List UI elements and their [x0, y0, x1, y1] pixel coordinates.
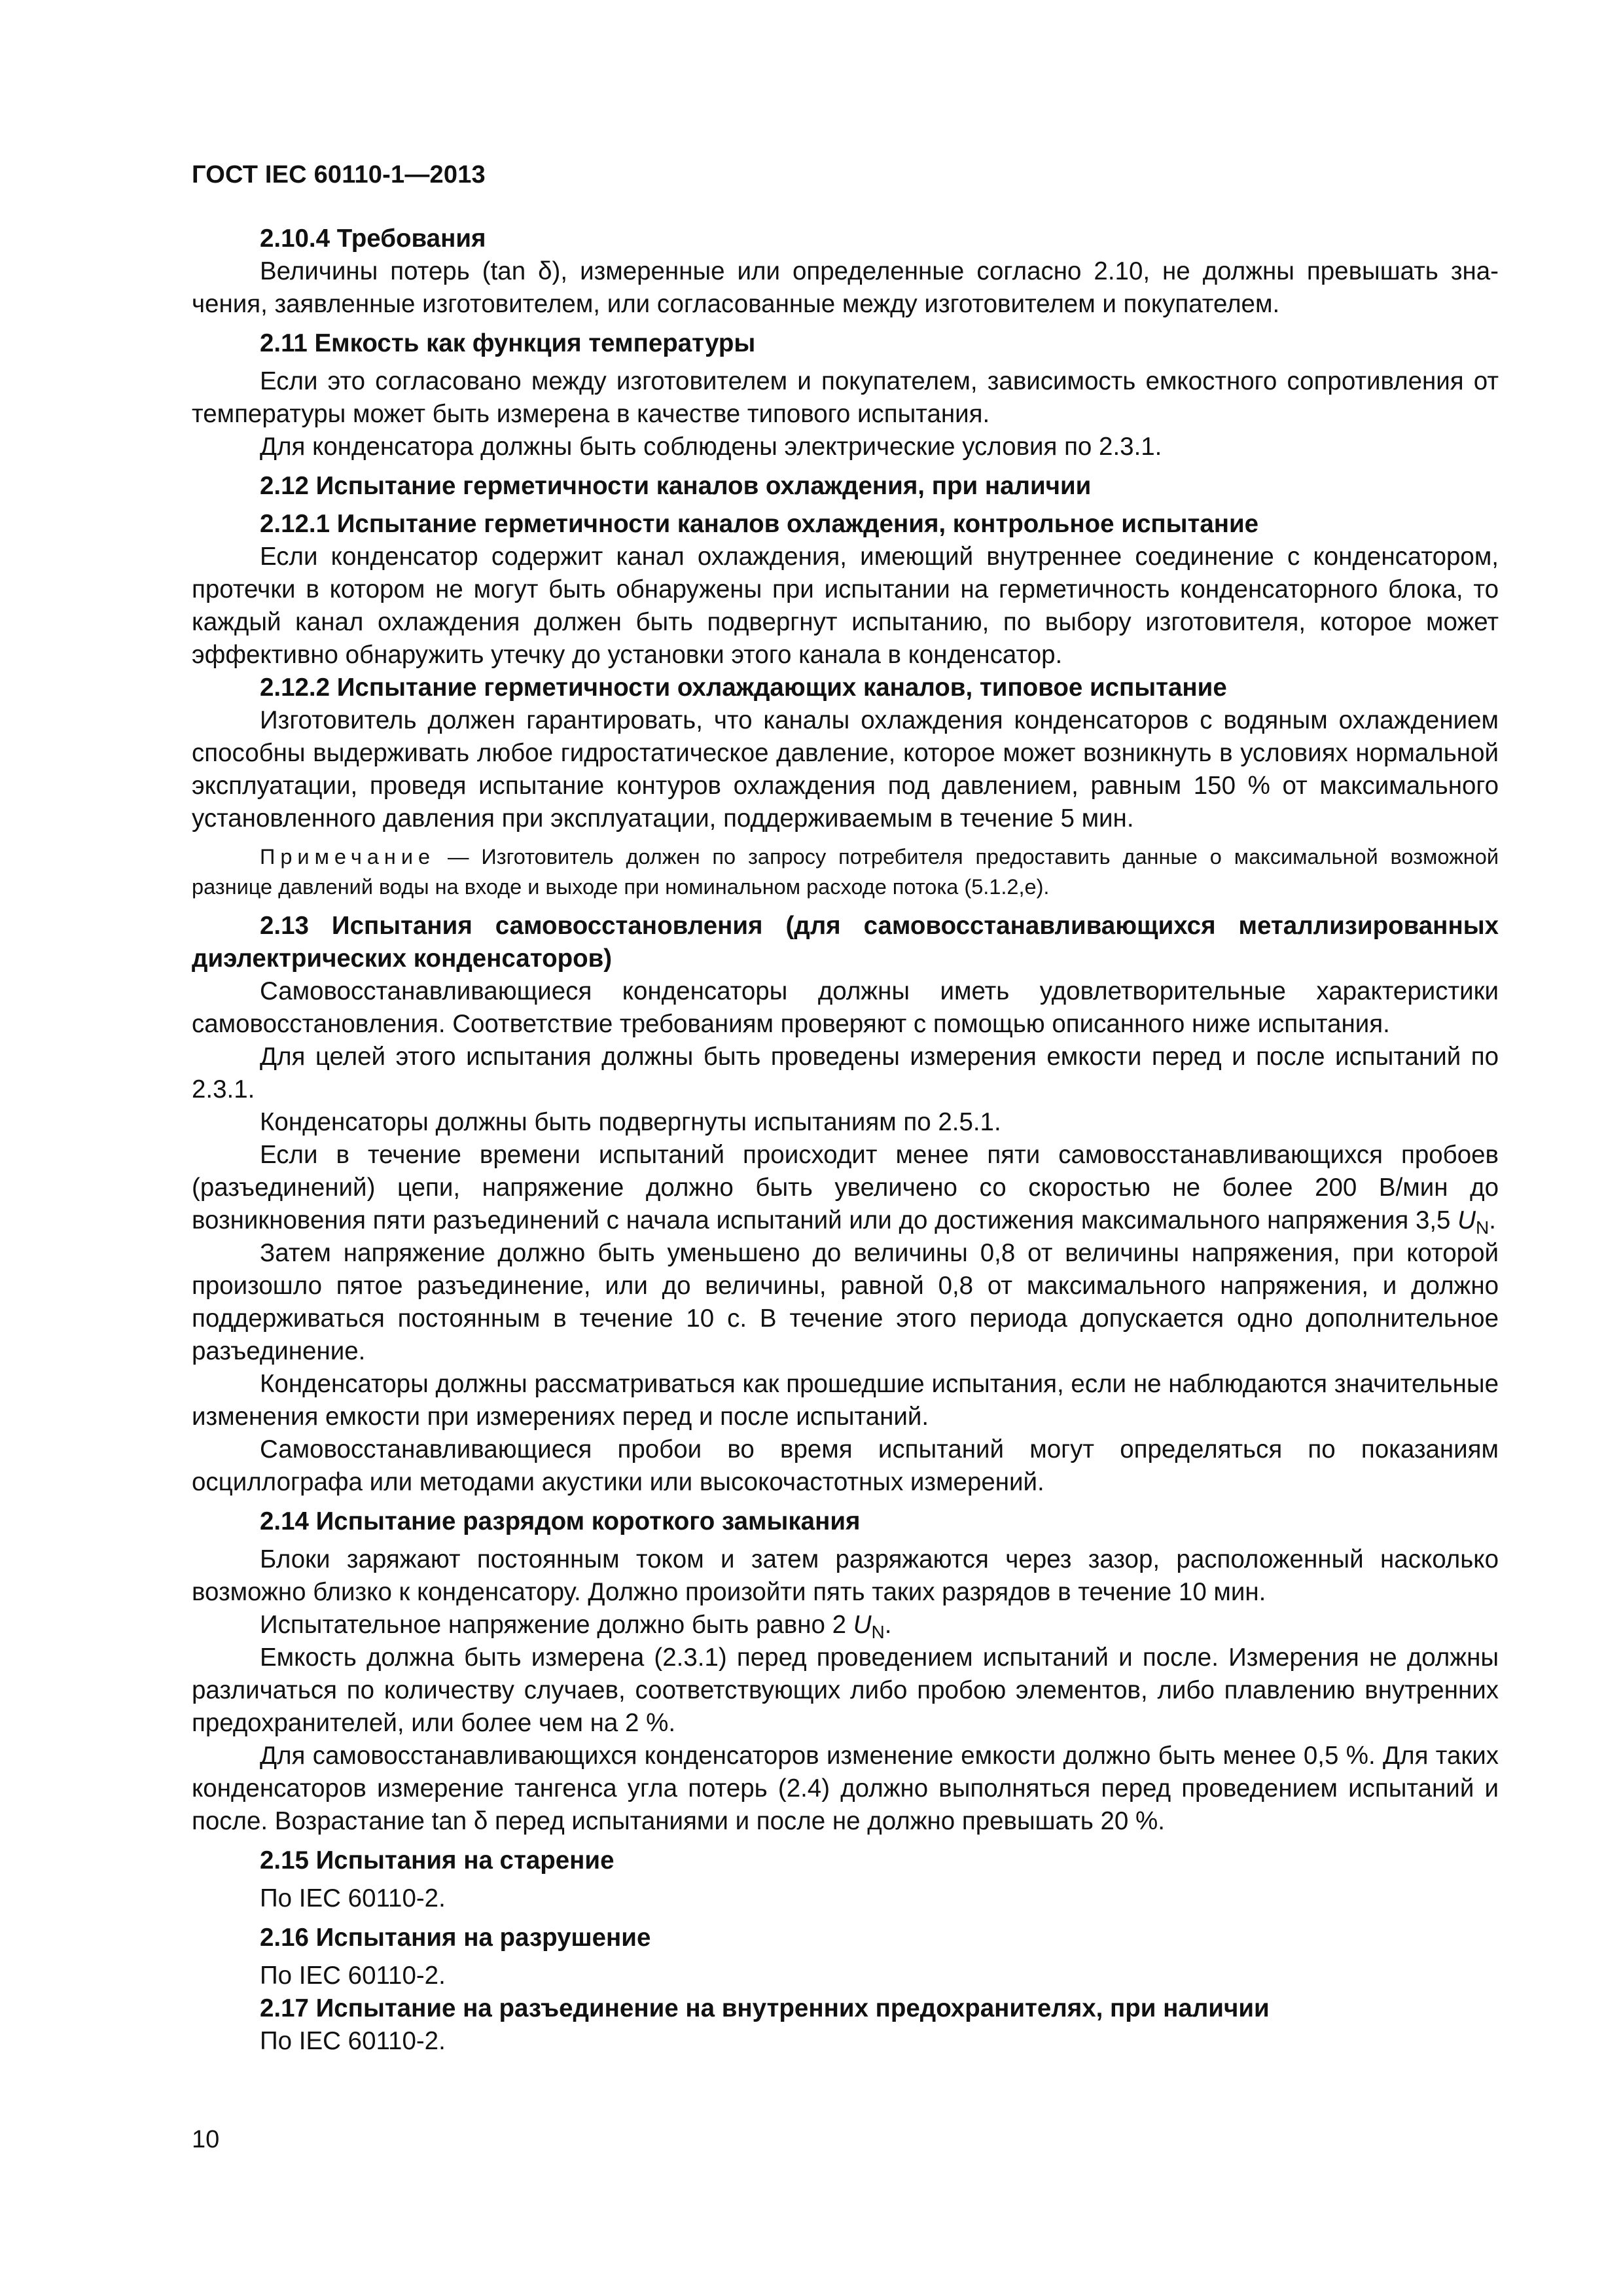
section-2-12-2-paragraph: Изготовитель должен гарантировать, что каналы охлаждения конденсаторов с водяным охлаждением способны выдерживать любое гидростатическое давление, которое может возникнуть в условиях нормальной эксплуатации, проведя испытание контуров охлаждения под давлением, равным 150 % от максимального установленного давления при эксплуатации, поддерживаемым в течение 5 мин.	[192, 706, 1499, 833]
section-2-13-paragraph-7: Самовосстанавливающиеся пробои во время испытаний могут определяться по показаниям осциллографа или методами акустики или высокочастотных измерений.	[192, 1435, 1499, 1496]
section-2-12-1-paragraph: Если конденсатор содержит канал охлаждения, имеющий внутреннее соединение с конденсатором, протечки в котором не могут быть обнаружены при испытании на герметичность конденсаторного блока, то каждый канал охлаждения должен быть подвергнут испытанию, по выбору изготовителя, которое может эффективно обнаружить утечку до установки этого канала в конденсатор.	[192, 543, 1499, 669]
section-2-16-paragraph: По IEC 60110-2.	[260, 1962, 446, 1990]
paragraph-text: Испытательное напряжение должно быть равно 2	[260, 1611, 847, 1639]
section-2-11-paragraph-1: Если это согласовано между изготовителем и покупателем, зависимость емкостного сопротивления от температуры может быть измерена в качестве типового испытания.	[192, 367, 1499, 428]
section-2-11-heading: 2.11 Емкость как функция температуры	[260, 329, 756, 357]
section-2-14-paragraph-1: Блоки заряжают постоянным током и затем разряжаются через зазор, расположенный насколько возможно близко к конденсатору. Должно произойти пять таких разрядов в течение 10 мин.	[192, 1545, 1499, 1606]
section-2-13-paragraph-3: Конденсаторы должны быть подвергнуты испытаниям по 2.5.1.	[260, 1108, 1001, 1136]
note	[192, 842, 1499, 902]
section-2-10-4-paragraph-cont: чения, заявленные изготовителем, или согласованные между изготовителем и покупателем.	[192, 290, 1280, 318]
section-2-13-paragraph-4	[192, 1139, 1499, 1237]
section-2-13-paragraph-5: Затем напряжение должно быть уменьшено до величины 0,8 от величины напряжения, при которой произошло пятое разъединение, или до величины, равной 0,8 от максимального напряжения, и должно поддерживаться постоянным в течение 10 с. В течение этого периода допускается одно дополнительное разъединение.	[192, 1239, 1499, 1365]
page-number: 10	[192, 2126, 220, 2153]
section-2-12-2-heading: 2.12.2 Испытание герметичности охлаждающих каналов, типовое испытание	[260, 673, 1227, 702]
section-2-15-heading: 2.15 Испытания на старение	[260, 1846, 615, 1874]
section-2-13-paragraph-2: Для целей этого испытания должны быть проведены измерения емкости перед и после испытаний по 2.3.1.	[192, 1043, 1499, 1103]
section-2-13-paragraph-6: Конденсаторы должны рассматриваться как прошедшие испытания, если не наблюдаются значительные изменения емкости при измерениях перед и после испытаний.	[192, 1370, 1499, 1431]
voltage-subscript: N	[1475, 1217, 1489, 1238]
section-2-13-heading: 2.13 Испытания самовосстановления (для самовосстанавливающихся металлизированных диэлектрических конденсаторов)	[192, 912, 1499, 973]
period: .	[1489, 1206, 1496, 1234]
section-2-17-paragraph: По IEC 60110-2.	[260, 2027, 446, 2055]
section-2-12-heading: 2.12 Испытание герметичности каналов охлаждения, при наличии	[260, 472, 1092, 500]
section-2-10-4-heading: 2.10.4 Требования	[260, 224, 486, 253]
voltage-symbol: U	[853, 1611, 872, 1639]
section-2-17-heading: 2.17 Испытание на разъединение на внутренних предохранителях, при наличии	[260, 1994, 1270, 2022]
section-2-14-paragraph-2	[192, 1609, 1499, 1641]
section-2-14-heading: 2.14 Испытание разрядом короткого замыкания	[260, 1507, 861, 1535]
paragraph-text: Если в течение времени испытаний происходит менее пяти самовосстанавливающихся пробоев (разъединений) цепи, напряжение должно быть увеличено со скоростью не более 200 В/мин до возникновения пяти разъединений с начала испытаний или до достижения максимального напряжения 3,5	[192, 1141, 1499, 1234]
section-2-15-paragraph: По IEC 60110-2.	[260, 1884, 446, 1912]
section-2-14-paragraph-4: Для самовосстанавливающихся конденсаторов изменение емкости должно быть менее 0,5 %. Для таких конденсаторов измерение тангенса угла потерь (2.4) должно выполняться перед проведением испытаний и после. Возрастание tan δ перед испытаниями и после не должно превышать 20 %.	[192, 1742, 1499, 1835]
document-header: ГОСТ IEC 60110-1—2013	[192, 161, 486, 188]
document-body	[192, 223, 1499, 2058]
section-2-10-4-paragraph	[192, 255, 1499, 288]
section-2-16-heading: 2.16 Испытания на разрушение	[260, 1924, 651, 1952]
paragraph-line: Величины потерь (tan δ), измеренные или определенные согласно 2.10, не должны превышать зна-	[260, 257, 1499, 285]
voltage-subscript: N	[871, 1622, 885, 1642]
section-2-13-paragraph-1: Самовосстанавливающиеся конденсаторы должны иметь удовлетворительные характеристики самовосстановления. Соответствие требованиям проверяют с помощью описанного ниже испытания.	[192, 977, 1499, 1038]
voltage-symbol: U	[1457, 1206, 1476, 1234]
note-text: — Изготовитель должен по запросу потребителя предоставить данные о максимальной возможной разнице давлений воды на входе и выходе при номинальном расходе потока (5.1.2,е).	[192, 845, 1499, 899]
note-label: Примечание	[260, 845, 436, 869]
period: .	[884, 1611, 892, 1639]
section-2-12-1-heading: 2.12.1 Испытание герметичности каналов охлаждения, контрольное испытание	[260, 510, 1259, 538]
section-2-11-paragraph-2: Для конденсатора должны быть соблюдены электрические условия по 2.3.1.	[260, 433, 1162, 461]
section-2-14-paragraph-3: Емкость должна быть измерена (2.3.1) перед проведением испытаний и после. Измерения не должны различаться по количеству случаев, соответствующих либо пробою элементов, либо плавлению внутренних предохранителей, или более чем на 2 %.	[192, 1643, 1499, 1737]
